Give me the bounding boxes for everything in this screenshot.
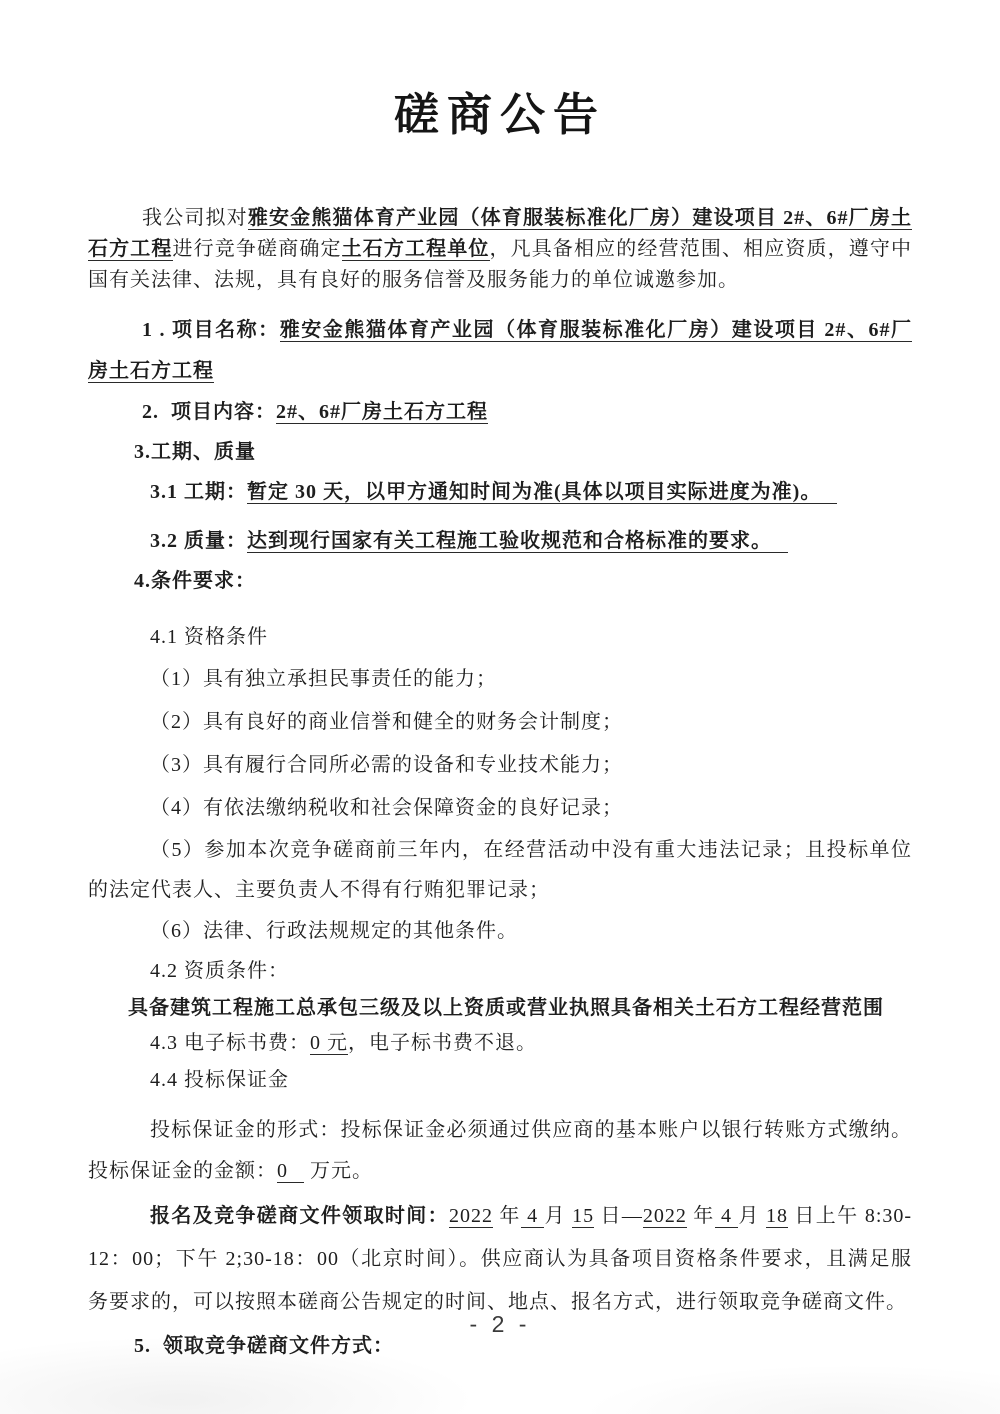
- signup-month1: 4: [520, 1205, 545, 1227]
- deposit-form-text: 投标保证金的形式：投标保证金必须通过供应商的基本账户以银行转账方式缴纳。投标保证金的金额：: [88, 1119, 912, 1182]
- item-conditions-heading: 4.条件要求：: [134, 570, 256, 592]
- signup-day2: 18: [766, 1205, 789, 1227]
- item-duration-quality-heading: 3.工期、质量: [134, 441, 256, 463]
- signup-time-paragraph: [88, 1195, 912, 1324]
- item1-value: 雅安金熊猫体育产业园（体育服装标准化厂房）建设项目 2#、6#厂房土石方工程: [88, 319, 913, 382]
- deposit-unit-text: 万元。: [304, 1160, 373, 1182]
- credential-requirement: 具备建筑工程施工总承包三级及以上资质或营业执照具备相关土石方工程经营范围: [128, 997, 884, 1019]
- item-project-name: [88, 310, 912, 392]
- intro-paragraph: [88, 203, 912, 296]
- item-project-content: [88, 392, 912, 432]
- item3-2-label: 3.2 质量：: [150, 530, 247, 552]
- page-number: - 2 -: [469, 1311, 531, 1337]
- signup-year-char1: 年: [493, 1205, 521, 1227]
- item1-label: 1 . 项目名称：: [142, 319, 280, 341]
- signup-year-char2: 年: [686, 1205, 715, 1227]
- signup-tail: 日上午 8:30-12：00；下午 2;30-18：00（北京时间）。供应商认为具备项目资格条件要求，且满足服务要求的，可以按照本磋商公告规定的时间、地点、报名方式，进行领取竞争磋商文件。: [88, 1205, 913, 1313]
- signup-label: 报名及竞争磋商文件领取时间：: [150, 1205, 449, 1227]
- item2-value: 2#、6#厂房土石方工程: [276, 401, 488, 423]
- qualification-heading: 4.1 资格条件: [150, 626, 268, 648]
- item-quality: [150, 521, 912, 561]
- item4-3-label: 4.3 电子标书费：: [150, 1032, 310, 1054]
- signup-year2: 2022: [642, 1205, 687, 1227]
- intro-unit-name: 土石方工程单位: [341, 238, 490, 260]
- bid-deposit-paragraph: [88, 1110, 912, 1192]
- deposit-amount-value: 0: [277, 1160, 304, 1183]
- qualification-item-3: （3）具有履行合同所必需的设备和专业技术能力；: [150, 754, 623, 776]
- credential-heading: 4.2 资质条件：: [150, 960, 289, 982]
- signup-day1: 15: [572, 1205, 595, 1227]
- intro-suffix: ，凡具备相应的经营范围、相应资质，遵守中国有关法律、法规，具有良好的服务信誉及服务能力的单位诚邀参加。: [88, 238, 913, 291]
- signup-dash: 日—: [594, 1205, 643, 1227]
- item-duration: [150, 472, 912, 512]
- intro-middle: 进行竞争磋商确定: [172, 238, 342, 260]
- page-title: 磋商公告: [393, 90, 606, 140]
- item-bid-document-fee: [150, 1025, 912, 1062]
- qualification-item-1: （1）具有独立承担民事责任的能力；: [150, 668, 497, 690]
- intro-prefix: 我公司拟对: [142, 207, 248, 229]
- qualification-item-4: （4）有依法缴纳税收和社会保障资金的良好记录；: [150, 797, 623, 819]
- qualification-item-6: （6）法律、行政法规规定的其他条件。: [150, 920, 518, 942]
- signup-month-char2: 月: [738, 1205, 767, 1227]
- item4-3-suffix: ，电子标书费不退。: [348, 1032, 537, 1054]
- item2-label: 2. 项目内容：: [142, 401, 276, 423]
- bid-deposit-heading: 4.4 投标保证金: [150, 1069, 289, 1091]
- item3-1-value: 暂定 30 天，以甲方通知时间为准(具体以项目实际进度为准)。: [247, 481, 837, 504]
- item3-2-value: 达到现行国家有关工程施工验收规范和合格标准的要求。: [247, 530, 788, 553]
- item3-1-label: 3.1 工期：: [150, 481, 247, 503]
- signup-year1: 2022: [449, 1205, 493, 1227]
- qualification-item-2: （2）具有良好的商业信誉和健全的财务会计制度；: [150, 711, 623, 733]
- signup-month-char1: 月: [544, 1205, 573, 1227]
- intro-project-name: 雅安金熊猫体育产业园（体育服装标准化厂房）建设项目 2#、6#厂房土石方工程: [88, 207, 913, 260]
- item-obtain-documents-heading: 5. 领取竞争磋商文件方式：: [134, 1335, 394, 1357]
- qualification-item-5: （5）参加本次竞争磋商前三年内，在经营活动中没有重大违法记录；且投标单位的法定代表人、主要负责人不得有行贿犯罪记录；: [88, 839, 912, 901]
- signup-month2: 4: [714, 1205, 739, 1227]
- item4-3-fee-value: 0 元: [310, 1032, 348, 1054]
